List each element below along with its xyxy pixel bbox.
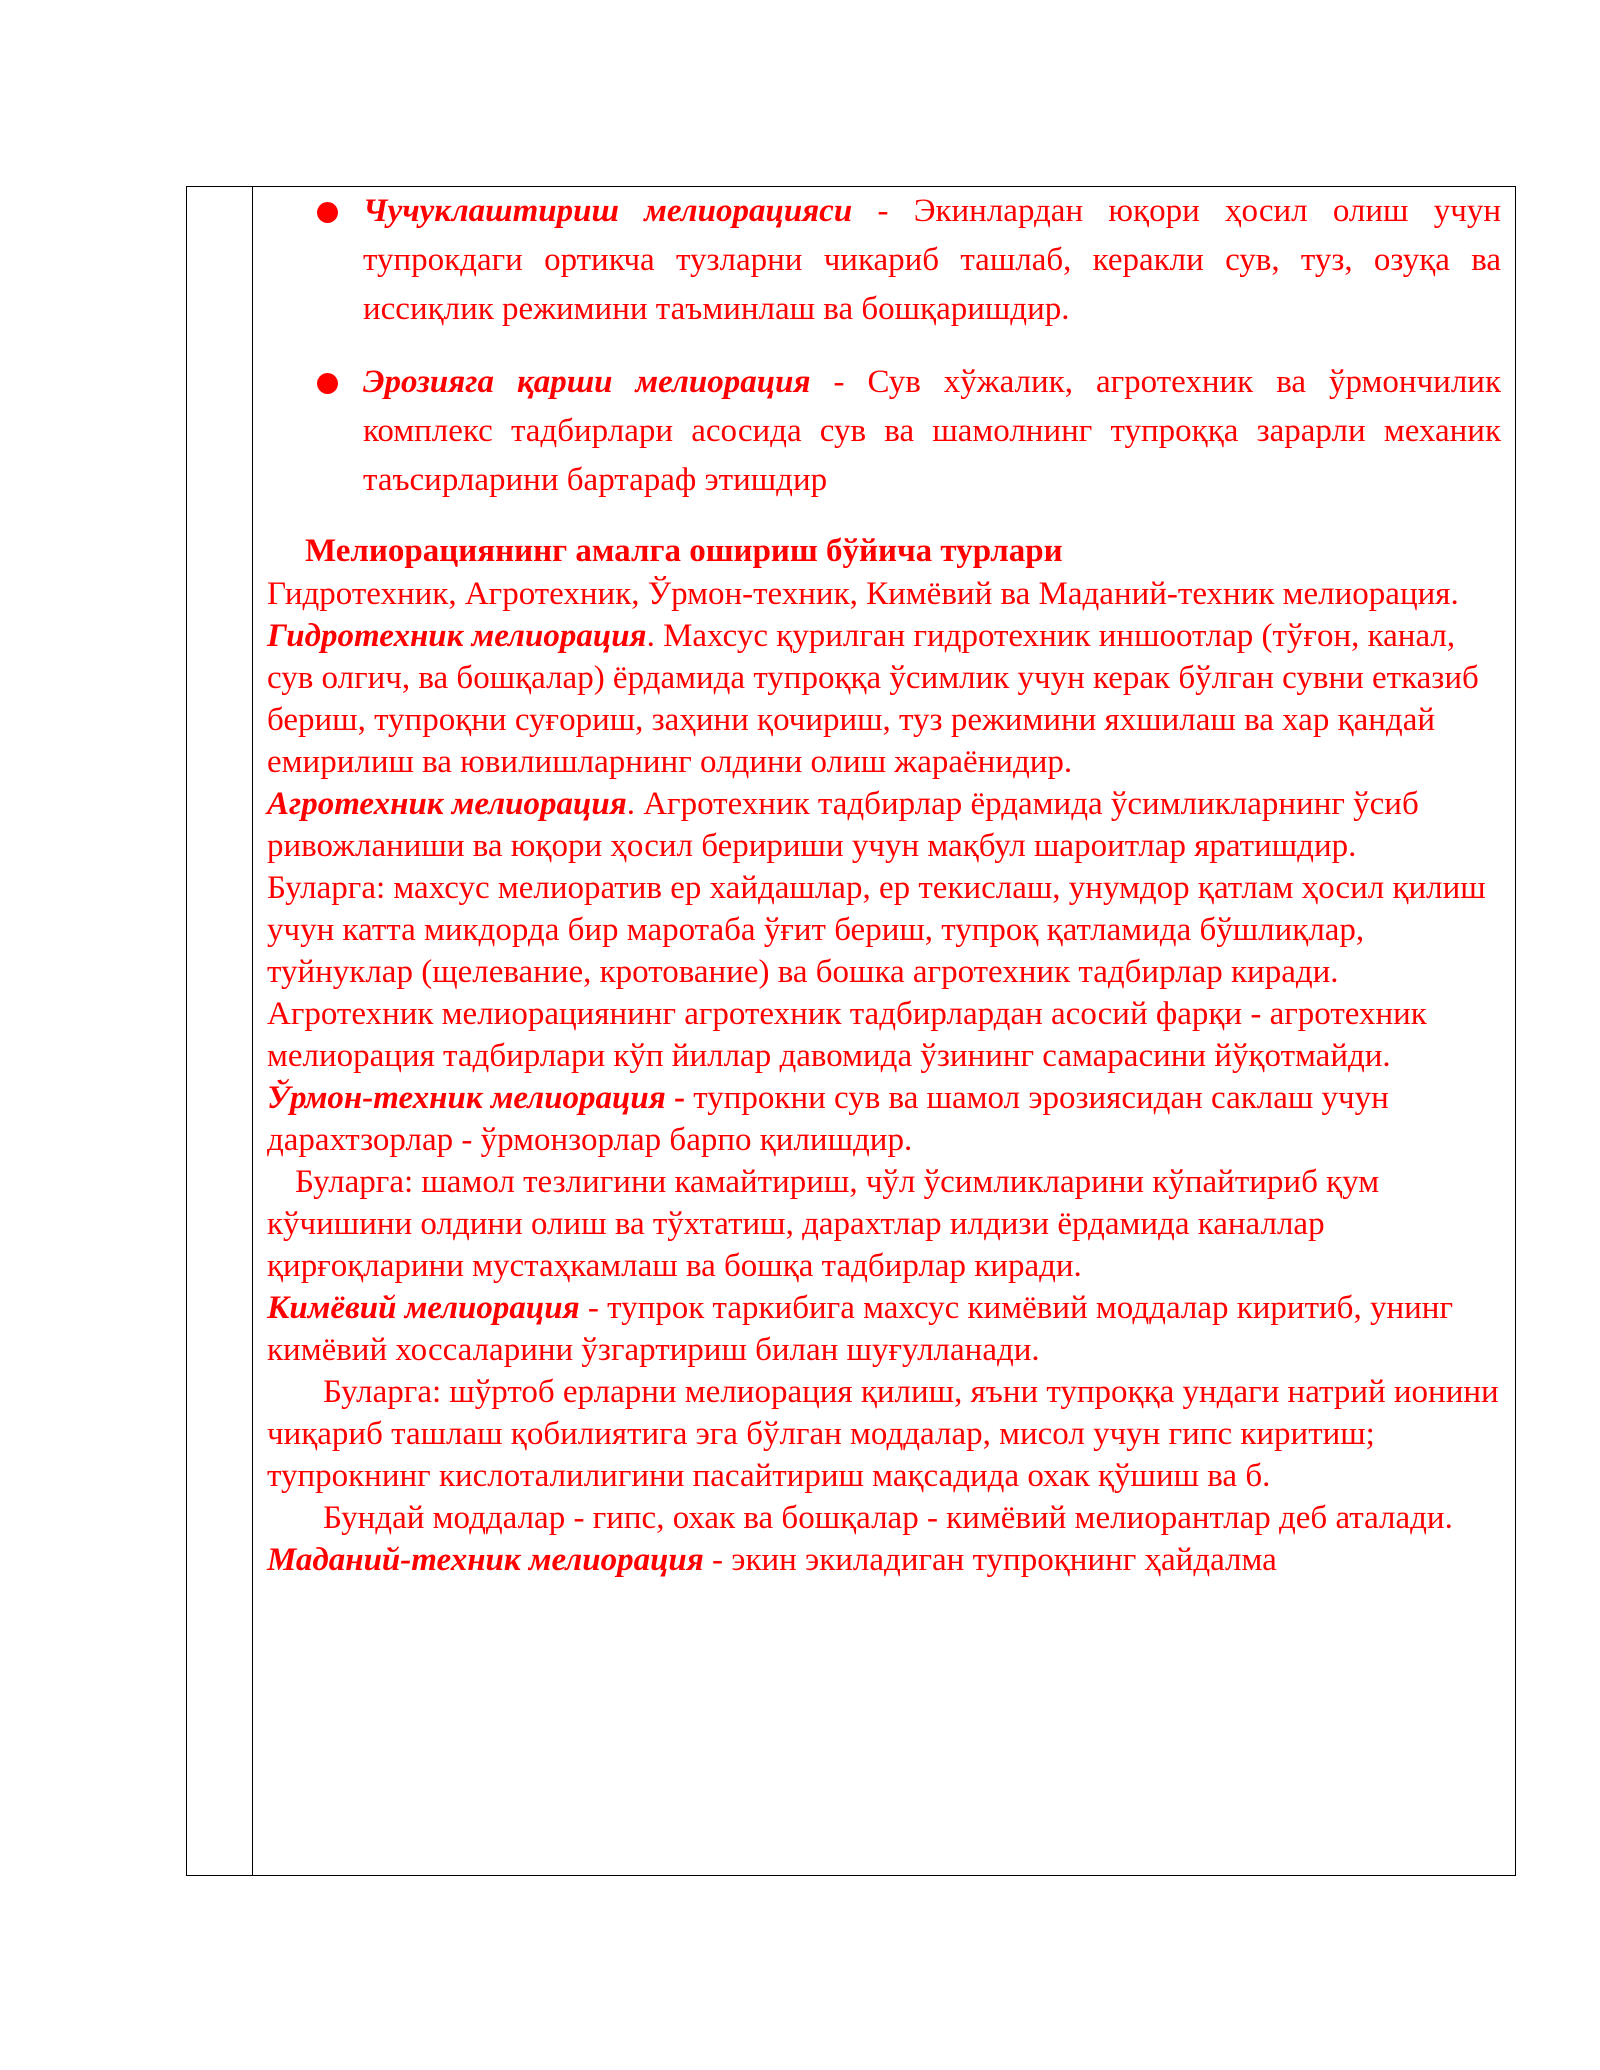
paragraph-chemical-examples: Буларга: шўртоб ерларни мелиорация қилиш, яъни тупроққа ундаги натрий ионини чиқариб ташлаш қобилиятига эга бўлган моддалар, мисол учун гипс киритиш; тупрокнинг кислоталилигини пасайтириш мақсадида охак қўшиш ва б. bbox=[267, 1374, 1499, 1494]
paragraph-cultural-technical bbox=[267, 1539, 1501, 1581]
column-divider bbox=[252, 187, 253, 1875]
paragraph-forest-examples: Буларга: шамол тезлигини камайтириш, чўл ўсимликларини кўпайтириб қум кўчишини олдини олиш ва тўхтатиш, дарахтлар илдизи ёрдамида каналлар қирғоқларини мустаҳкамлаш ва бошқа тадбирлар киради. bbox=[267, 1164, 1380, 1284]
paragraph-chemical-ameliorants: Бундай моддалар - гипс, охак ва бошқалар - кимёвий мелиорантлар деб аталади. bbox=[323, 1500, 1453, 1536]
paragraph-forest-technical bbox=[267, 1077, 1501, 1161]
paragraph-agrotechnical-examples: Буларга: махсус мелиоратив ер хайдашлар, ер текислаш, унумдор қатлам ҳосил қилиш учун катта микдорда бир маротаба ўғит бериш, тупроқ қатламида бўшлиқлар, туйнуклар (щелевание, кротование) ва бошка агротехник тадбирлар киради. bbox=[267, 870, 1486, 990]
bullet-dot-icon bbox=[317, 373, 338, 394]
bullet-term: Эрозияга қарши мелиорация bbox=[363, 364, 811, 400]
paragraph-text: - тупрок таркибига махсус кимёвий моддалар киритиб, унинг кимёвий хоссаларини ўзгартириш билан шуғулланади. bbox=[267, 1290, 1453, 1368]
bullet-term: Чучуклаштириш мелиорацияси bbox=[363, 193, 853, 229]
document-table bbox=[186, 186, 1516, 1876]
paragraph-term: Маданий-техник мелиорация bbox=[267, 1542, 704, 1578]
types-list: Гидротехник, Агротехник, Ўрмон-техник, Кимёвий ва Маданий-техник мелиорация. bbox=[267, 576, 1459, 612]
paragraph-chemical bbox=[267, 1287, 1501, 1371]
bullet-text: - Экинлардан юқори ҳосил олиш учун тупрокдаги ортикча тузларни чикариб ташлаб, кеpакли сув, туз, озуқа ва иссиқлик режимини таъминлаш ва бошқаришдир. bbox=[363, 193, 1501, 327]
paragraph-agrotechnical bbox=[267, 783, 1501, 867]
table-content-cell bbox=[267, 187, 1501, 1581]
bullet-dot-icon bbox=[317, 202, 338, 223]
bullet-item bbox=[267, 187, 1501, 334]
paragraph-term: Гидротехник мелиорация bbox=[267, 618, 647, 654]
paragraph-term: Агротехник мелиорация bbox=[267, 786, 627, 822]
section-heading: Мелиорациянинг амалга ошириш бўйича турлари bbox=[305, 533, 1063, 569]
paragraph-hydrotechnical bbox=[267, 615, 1501, 783]
paragraph-text: тупрокни сув ва шамол эрозиясидан саклаш учун дарахтзорлар - ўрмонзорлар барпо қилишдир. bbox=[267, 1080, 1389, 1158]
paragraph-text: . Махсус қурилган гидротехник иншоотлар (тўғон, канал, сув олгич, ва бошқалар) ёрдамида тупроққа ўсимлик учун керак бўлган сувни етказиб бериш, тупроқни суғориш, заҳини қочириш, туз режимини яхшилаш ва хар қандай емирилиш ва ювилишларнинг олдини олиш жараёнидир. bbox=[267, 618, 1479, 780]
paragraph-text: - экин экиладиган тупроқнинг ҳайдалма bbox=[703, 1542, 1277, 1578]
bullet-text: - Сув хўжалик, агротехник ва ўрмончилик комплекс тадбирлари асосида сув ва шамолнинг тупроққа зарарли механик таъсирларини бартараф этишдир bbox=[363, 364, 1501, 498]
paragraph-term: Кимёвий мелиорация bbox=[267, 1290, 580, 1326]
paragraph-agrotechnical-difference: Агротехник мелиорациянинг агротехник тадбирлардан асосий фарқи - агротехник мелиорация тадбирлари кўп йиллар давомида ўзининг самарасини йўқотмайди. bbox=[267, 996, 1427, 1074]
bullet-item bbox=[267, 358, 1501, 505]
paragraph-term-dash: - bbox=[665, 1080, 686, 1116]
paragraph-term: Ўрмон-техник мелиорация bbox=[267, 1080, 666, 1116]
paragraph-text: . Агротехник тадбирлар ёрдамида ўсимликларнинг ўсиб ривожланиши ва юқори ҳосил беририши учун мақбул шароитлар яратишдир. bbox=[267, 786, 1419, 864]
